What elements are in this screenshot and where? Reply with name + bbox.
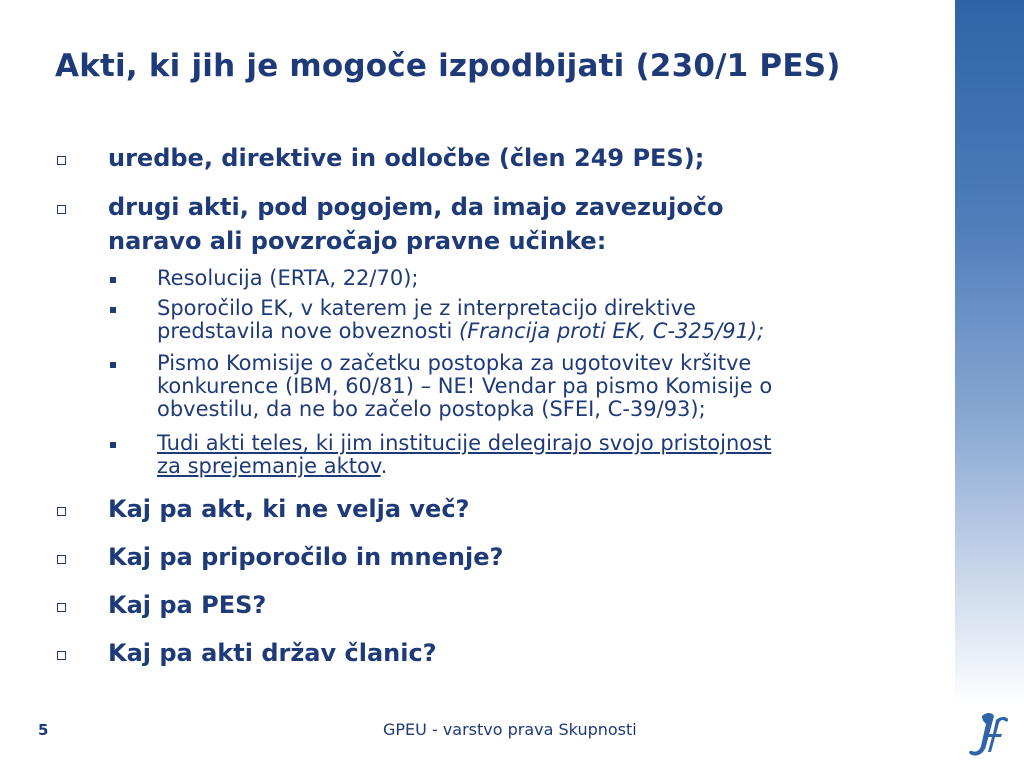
decorative-sidebar <box>955 0 1024 768</box>
bullet-item: uredbe, direktive in odločbe (člen 249 PES); <box>108 144 705 172</box>
filled-square-bullet-icon <box>110 277 116 283</box>
sub-bullet-item <box>157 297 937 343</box>
slide-title: Akti, ki jih je mogoče izpodbijati (230/1 PES) <box>55 48 841 84</box>
sub-bullet-item <box>157 432 937 478</box>
question-item: Kaj pa priporočilo in mnenje? <box>108 543 504 571</box>
hollow-square-bullet-icon <box>57 205 66 214</box>
question-item: Kaj pa PES? <box>108 591 267 619</box>
filled-square-bullet-icon <box>110 362 116 368</box>
sub-bullet-item: Resolucija (ERTA, 22/70); <box>157 266 419 290</box>
case-citation: (Francija proti EK, C-325/91); <box>459 319 765 343</box>
hollow-square-bullet-icon <box>57 651 66 660</box>
sub-bullet-text: konkurence (IBM, 60/81) – NE! Vendar pa pismo Komisije o <box>157 374 773 398</box>
sub-bullet-text: Sporočilo EK, v katerem je z interpretacijo direktive <box>157 296 696 320</box>
sub-bullet-text: Pismo Komisije o začetku postopka za ugotovitev kršitve <box>157 351 752 375</box>
sub-bullet-text: obvestilu, da ne bo začelo postopka (SFEI, C-39/93); <box>157 397 706 421</box>
hollow-square-bullet-icon <box>57 603 66 612</box>
bullet-item-continuation: naravo ali povzročajo pravne učinke: <box>108 227 607 255</box>
footer-course-title: GPEU - varstvo prava Skupnosti <box>383 720 637 739</box>
bullet-item: drugi akti, pod pogojem, da imajo zavezujočo <box>108 193 724 221</box>
page-number: 5 <box>38 721 49 739</box>
sub-bullet-text: . <box>380 454 388 478</box>
hollow-square-bullet-icon <box>57 156 66 165</box>
question-item: Kaj pa akti držav članic? <box>108 639 437 667</box>
sub-bullet-item <box>157 352 937 421</box>
jf-monogram-logo-icon <box>958 706 1014 762</box>
sub-bullet-text: predstavila nove obveznosti <box>157 319 460 343</box>
hollow-square-bullet-icon <box>57 555 66 564</box>
question-item: Kaj pa akt, ki ne velja več? <box>108 495 470 523</box>
filled-square-bullet-icon <box>110 307 116 313</box>
hollow-square-bullet-icon <box>57 507 66 516</box>
filled-square-bullet-icon <box>110 442 116 448</box>
underlined-text: za sprejemanje aktov <box>157 454 381 478</box>
underlined-text: Tudi akti teles, ki jim institucije delegirajo svojo pristojnost <box>157 431 772 455</box>
